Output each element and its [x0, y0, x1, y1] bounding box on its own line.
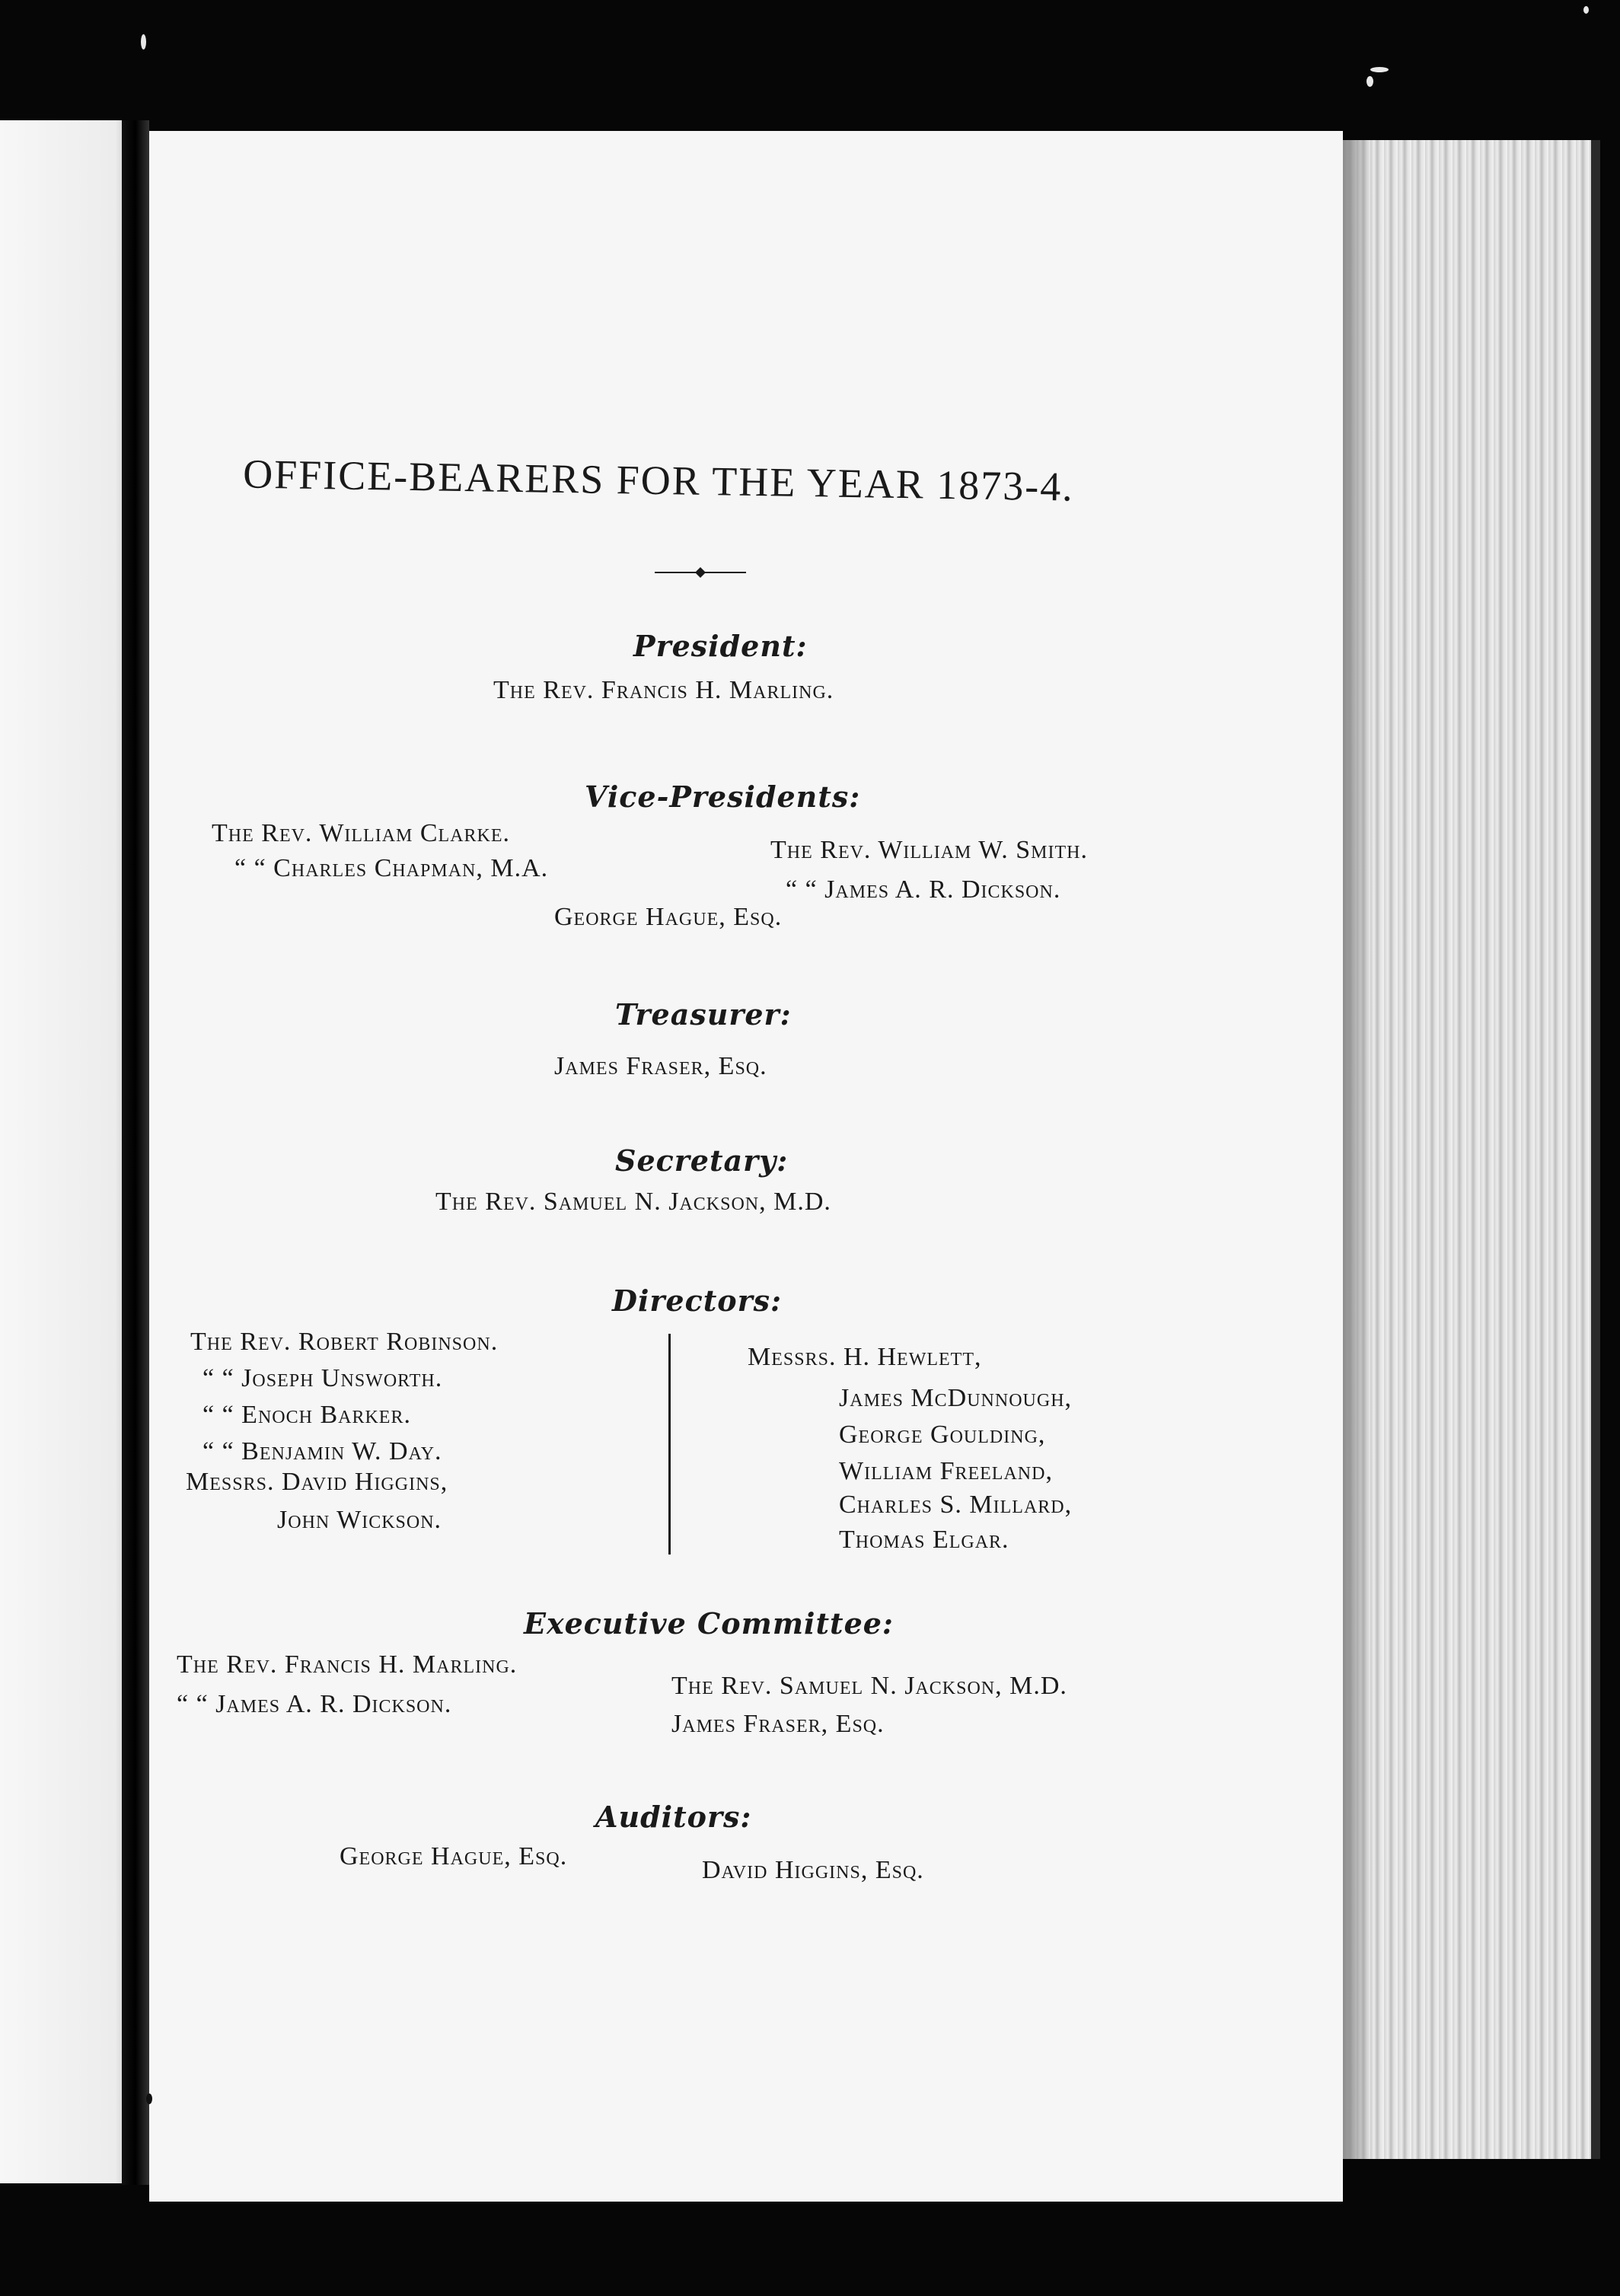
- scan-speck: [141, 34, 146, 49]
- director-right-3: George Goulding,: [839, 1421, 1046, 1449]
- secretary-heading: Secretary:: [615, 1143, 789, 1178]
- page-stack-shadow: [1343, 140, 1373, 2159]
- director-right-2: James McDunnough,: [839, 1384, 1073, 1412]
- executive-committee-heading: Executive Committee:: [524, 1606, 894, 1641]
- scan-speck: [1583, 6, 1589, 14]
- auditor-right: David Higgins, Esq.: [702, 1856, 924, 1884]
- left-page-edge: [0, 120, 136, 2183]
- director-left-6: John Wickson.: [277, 1506, 442, 1534]
- president-heading: President:: [633, 629, 808, 663]
- page-stack-edge: [1343, 140, 1594, 2159]
- director-right-5: Charles S. Millard,: [839, 1491, 1073, 1519]
- director-right-6: Thomas Elgar.: [839, 1526, 1009, 1554]
- vice-president-right-1: The Rev. William W. Smith.: [770, 836, 1088, 864]
- directors-column-divider: [668, 1334, 671, 1555]
- book-gutter: [122, 120, 149, 2185]
- ink-blot: [146, 2094, 152, 2104]
- title-ornament-icon: [655, 563, 746, 582]
- page-stack-rim: [1591, 140, 1600, 2159]
- director-left-1: The Rev. Robert Robinson.: [190, 1328, 499, 1356]
- executive-left-1: The Rev. Francis H. Marling.: [177, 1650, 518, 1679]
- director-left-2: “ “ Joseph Unsworth.: [202, 1364, 443, 1392]
- director-left-3: “ “ Enoch Barker.: [202, 1401, 411, 1429]
- vice-presidents-heading: Vice-Presidents:: [585, 780, 861, 814]
- scan-speck: [1370, 67, 1389, 72]
- treasurer-heading: Treasurer:: [615, 997, 792, 1032]
- director-left-5: Messrs. David Higgins,: [186, 1468, 448, 1496]
- vice-president-left-2: “ “ Charles Chapman, M.A.: [234, 854, 549, 882]
- vice-president-center: George Hague, Esq.: [554, 903, 783, 931]
- director-right-4: William Freeland,: [839, 1457, 1053, 1485]
- page-title: OFFICE-BEARERS FOR THE YEAR 1873-4.: [242, 451, 1075, 510]
- director-left-4: “ “ Benjamin W. Day.: [202, 1437, 442, 1465]
- executive-right-1: The Rev. Samuel N. Jackson, M.D.: [671, 1672, 1067, 1700]
- executive-left-2: “ “ James A. R. Dickson.: [177, 1690, 452, 1718]
- auditors-heading: Auditors:: [595, 1800, 752, 1834]
- directors-heading: Directors:: [612, 1284, 783, 1318]
- treasurer-name: James Fraser, Esq.: [554, 1052, 767, 1080]
- vice-president-left-1: The Rev. William Clarke.: [212, 819, 511, 847]
- president-name: The Rev. Francis H. Marling.: [493, 676, 834, 704]
- scan-speck: [1366, 76, 1373, 87]
- vice-president-right-2: “ “ James A. R. Dickson.: [786, 875, 1061, 904]
- director-right-1: Messrs. H. Hewlett,: [748, 1343, 982, 1371]
- auditor-left: George Hague, Esq.: [340, 1842, 568, 1870]
- secretary-name: The Rev. Samuel N. Jackson, M.D.: [435, 1188, 831, 1216]
- executive-right-2: James Fraser, Esq.: [671, 1710, 885, 1738]
